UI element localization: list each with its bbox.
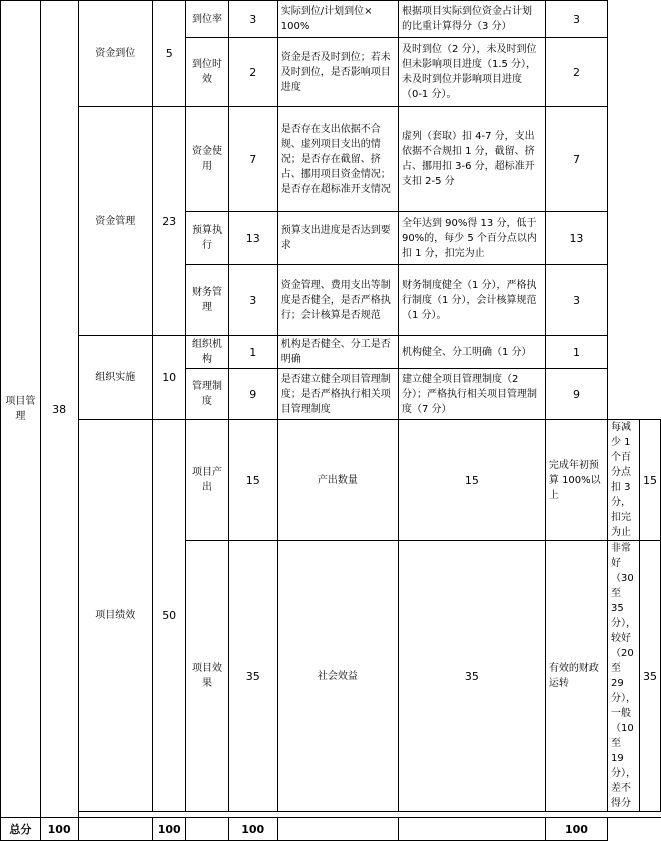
indicator-name: 到位率 — [186, 1, 228, 38]
indicator-desc: 机构是否健全、分工是否明确 — [277, 336, 398, 369]
indicator-criteria: 每减少 1 个百分点扣 3 分，扣完为止 — [608, 420, 640, 541]
level2-output-score: 15 — [228, 420, 277, 541]
total-level3-score: 100 — [228, 818, 277, 841]
indicator-desc: 资金管理、费用支出等制度是否健全，是否严格执行；会计核算是否规范 — [277, 265, 398, 336]
level2-fund-arrival: 资金到位 — [78, 1, 152, 107]
level2-effect: 项目效果 — [186, 541, 228, 812]
indicator-desc: 完成年初预算 100%以上 — [545, 420, 607, 541]
indicator-score: 35 — [398, 541, 545, 812]
indicator-score: 3 — [228, 265, 277, 336]
indicator-name: 到位时效 — [186, 38, 228, 107]
table-row — [1, 420, 661, 541]
indicator-criteria: 非常好（30 至 35 分），较好（20 至 29 分），一般（10 至 19 分），差不得分 — [608, 541, 640, 812]
indicator-desc: 是否存在支出依据不合规、虚列项目支出的情况；是否存在截留、挤占、挪用项目资金情况；是否存在超标准开支情况 — [277, 107, 398, 212]
level1-perf-score: 50 — [152, 420, 185, 812]
indicator-criteria: 财务制度健全（1 分），严格执行制度（1 分），会计核算规范（1 分）。 — [398, 265, 545, 336]
table-row — [1, 107, 661, 212]
indicator-name: 财务管理 — [186, 265, 228, 336]
indicator-final: 2 — [545, 38, 607, 107]
indicator-name: 预算执行 — [186, 212, 228, 265]
indicator-score: 3 — [228, 1, 277, 38]
indicator-criteria: 虚列（套取）扣 4-7 分，支出依据不合规扣 1 分，截留、挤占、挪用扣 3-6 分，超标准开支扣 2-5 分 — [398, 107, 545, 212]
indicator-score: 13 — [228, 212, 277, 265]
indicator-criteria: 根据项目实际到位资金占计划的比重计算得分（3 分） — [398, 1, 545, 38]
total-empty — [277, 818, 398, 841]
indicator-name: 组织机构 — [186, 336, 228, 369]
level2-effect-score: 35 — [228, 541, 277, 812]
total-level1-score: 100 — [40, 818, 78, 841]
indicator-score: 15 — [398, 420, 545, 541]
indicator-criteria: 全年达到 90%得 13 分，低于 90%的，每少 5 个百分点以内扣 1 分，扣完为止 — [398, 212, 545, 265]
indicator-criteria: 建立健全项目管理制度（2 分）；严格执行相关项目管理制度（7 分） — [398, 369, 545, 420]
indicator-final: 9 — [545, 369, 607, 420]
indicator-final: 3 — [545, 265, 607, 336]
indicator-final: 3 — [545, 1, 607, 38]
table-row — [1, 336, 661, 369]
indicator-score: 2 — [228, 38, 277, 107]
level2-org-score: 10 — [152, 336, 185, 420]
total-final-score: 100 — [545, 818, 607, 841]
indicator-criteria: 机构健全、分工明确（1 分） — [398, 336, 545, 369]
level2-output: 项目产出 — [186, 420, 228, 541]
level1-mgmt: 项目管理 — [1, 1, 41, 818]
indicator-score: 1 — [228, 336, 277, 369]
indicator-desc: 实际到位/计划到位× 100% — [277, 1, 398, 38]
indicator-final: 35 — [640, 541, 661, 812]
indicator-final: 1 — [545, 336, 607, 369]
level2-fund-mgmt: 资金管理 — [78, 107, 152, 336]
indicator-desc: 预算支出进度是否达到要求 — [277, 212, 398, 265]
indicator-final: 13 — [545, 212, 607, 265]
total-level2-score: 100 — [152, 818, 185, 841]
total-empty — [78, 818, 152, 841]
indicator-final: 15 — [640, 420, 661, 541]
total-empty — [186, 818, 228, 841]
level2-fund-arrival-score: 5 — [152, 1, 185, 107]
indicator-desc: 是否建立健全项目管理制度；是否严格执行相关项目管理制度 — [277, 369, 398, 420]
total-empty — [398, 818, 545, 841]
level2-fund-mgmt-score: 23 — [152, 107, 185, 336]
indicator-final: 7 — [545, 107, 607, 212]
total-label: 总分 — [1, 818, 41, 841]
indicator-desc: 资金是否及时到位；若未及时到位，是否影响项目进度 — [277, 38, 398, 107]
indicator-name: 社会效益 — [277, 541, 398, 812]
total-row — [1, 818, 661, 841]
indicator-desc: 有效的财政运转 — [545, 541, 607, 812]
indicator-criteria: 及时到位（2 分），未及时到位但未影响项目进度（1.5 分），未及时到位并影响项目进度（0-1 分）。 — [398, 38, 545, 107]
indicator-name: 产出数量 — [277, 420, 398, 541]
table-row — [1, 1, 661, 38]
level1-mgmt-score: 38 — [40, 1, 78, 818]
indicator-name: 资金使用 — [186, 107, 228, 212]
level2-org: 组织实施 — [78, 336, 152, 420]
indicator-score: 7 — [228, 107, 277, 212]
indicator-score: 9 — [228, 369, 277, 420]
level1-perf: 项目绩效 — [78, 420, 152, 812]
indicator-name: 管理制度 — [186, 369, 228, 420]
